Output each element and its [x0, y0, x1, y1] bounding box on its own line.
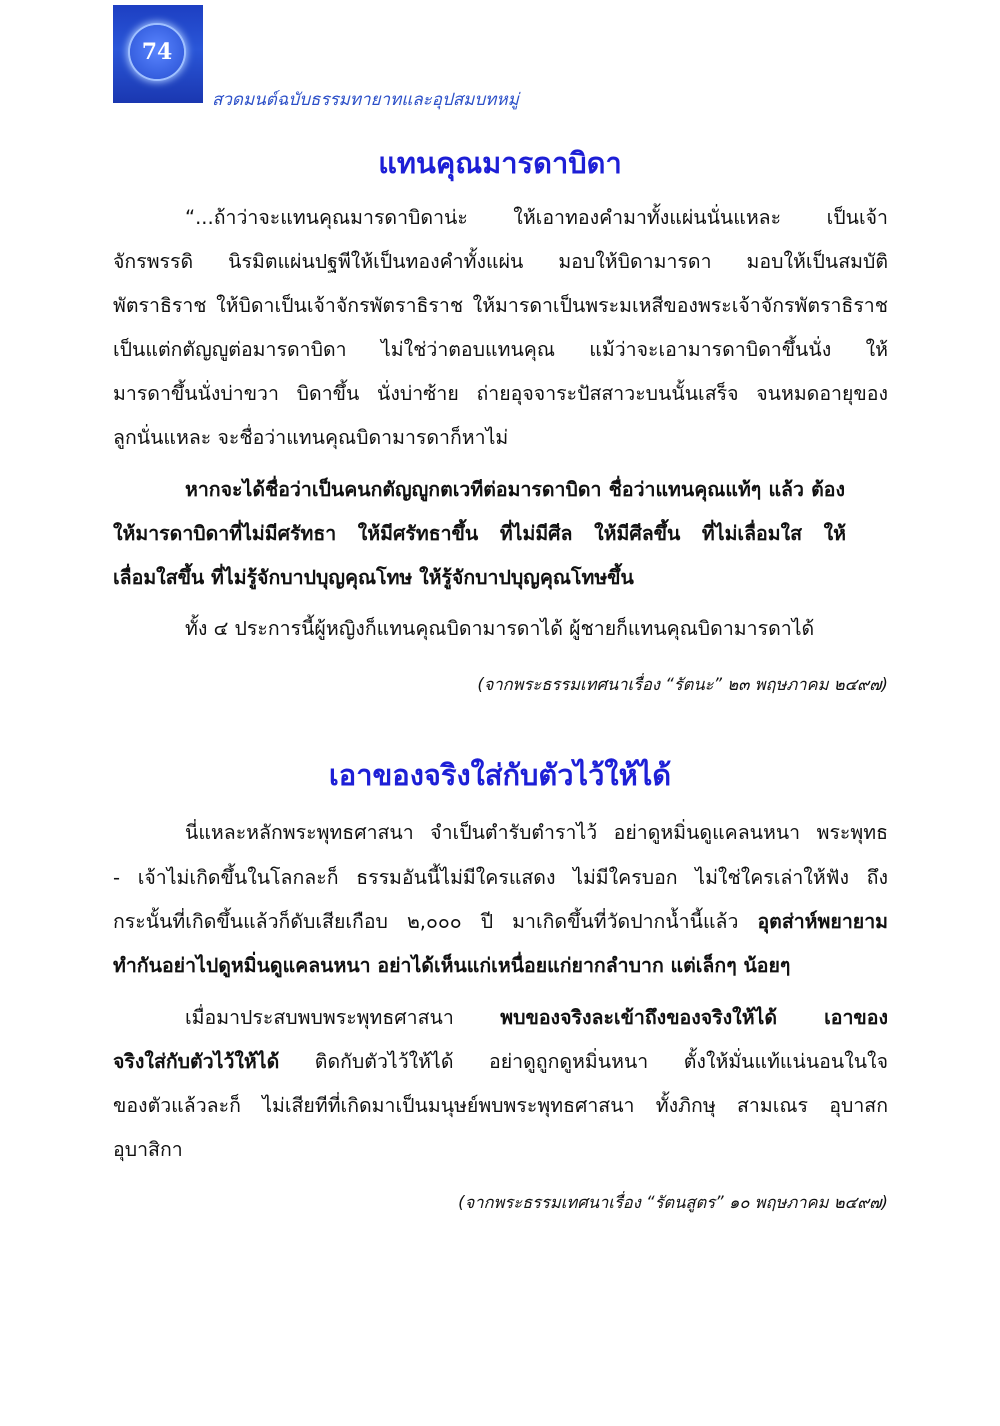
emphasis-text: อุตส่าห์พยายาม	[757, 910, 888, 933]
paragraph-line: มารดาขึ้นนั่งบ่าขวา บิดาขึ้น นั่งบ่าซ้าย ถ่ายอุจจาระปัสสาวะบนนั้นเสร็จ จนหมดอายุของ	[113, 382, 888, 405]
paragraph-line	[113, 907, 888, 937]
section-title-repay-parents: แทนคุณมารดาบิดา	[378, 146, 622, 180]
section-title-real-truth: เอาของจริงใส่กับตัวไว้ให้ได้	[328, 758, 672, 792]
bold-paragraph-line: ทำกันอย่าไปดูหมิ่นดูแคลนหนา อย่าได้เห็นแก่เหนื่อยแก่ยากลำบาก แต่เล็กๆ น้อยๆ	[113, 954, 791, 977]
paragraph-line: จักรพรรดิ นิรมิตแผ่นปฐพีให้เป็นทองคำทั้งแผ่น มอบให้บิดามารดา มอบให้เป็นสมบัติ	[113, 250, 888, 273]
paragraph-line: ลูกนั่นแหละ จะชื่อว่าแทนคุณบิดามารดาก็หาไม่	[113, 426, 509, 449]
paragraph-line: - เจ้าไม่เกิดขึ้นในโลกละก็ ธรรมอันนี้ไม่มีใครแสดง ไม่มีใครบอก ไม่ใช่ใครเล่าให้ฟัง ถึง	[113, 866, 888, 889]
paragraph-line: นี่แหละหลักพระพุทธศาสนา จำเป็นตำรับตำราไว้ อย่าดูหมิ่นดูแคลนหนา พระพุทธ	[185, 821, 888, 844]
paragraph-line	[185, 1003, 888, 1033]
paragraph-line: พัตราธิราช ให้บิดาเป็นเจ้าจักรพัตราธิราช ให้มารดาเป็นพระมเหสีของพระเจ้าจักรพัตราธิราช	[113, 294, 888, 317]
page-number-badge	[113, 5, 203, 103]
page-number: 74	[141, 39, 173, 65]
paragraph-text: กระนั้นที่เกิดขึ้นแล้วก็ดับเสียเกือบ ๒,๐๐๐ ปี มาเกิดขึ้นที่วัดปากน้ำนี้แล้ว	[113, 910, 758, 933]
paragraph-line: อุบาสิกา	[113, 1138, 183, 1161]
source-citation: (จากพระธรรมเทศนาเรื่อง “รัตนะ” ๒๓ พฤษภาคม ๒๔๙๗)	[477, 675, 888, 694]
bold-paragraph-line: ให้มารดาบิดาที่ไม่มีศรัทธา ให้มีศรัทธาขึ้น ที่ไม่มีศีล ให้มีศีลขึ้น ที่ไม่เลื่อมใส ให้	[113, 522, 846, 545]
paragraph-text: ติดกับตัวไว้ให้ได้ อย่าดูถูกดูหมิ่นหนา ตั้งให้มั่นแท้แน่นอนในใจ	[279, 1050, 888, 1073]
paragraph-line: ของตัวแล้วละก็ ไม่เสียทีที่เกิดมาเป็นมนุษย์พบพระพุทธศาสนา ทั้งภิกษุ สามเณร อุบาสก	[113, 1094, 888, 1117]
running-title: สวดมนต์ฉบับธรรมทายาทและอุปสมบทหมู่	[212, 90, 519, 110]
bold-paragraph-line: เลื่อมใสขึ้น ที่ไม่รู้จักบาปบุญคุณโทษ ให้รู้จักบาปบุญคุณโทษขึ้น	[113, 566, 634, 589]
paragraph-line: เป็นแต่กตัญญูต่อมารดาบิดา ไม่ใช่ว่าตอบแทนคุณ แม้ว่าจะเอามารดาบิดาขึ้นนั่ง ให้	[113, 338, 888, 361]
emphasis-text: จริงใส่กับตัวไว้ให้ได้	[113, 1050, 280, 1073]
paragraph-line: ทั้ง ๔ ประการนี้ผู้หญิงก็แทนคุณบิดามารดาได้ ผู้ชายก็แทนคุณบิดามารดาได้	[185, 617, 815, 640]
paragraph-text: เมื่อมาประสบพบพระพุทธศาสนา	[185, 1006, 501, 1029]
paragraph-line: “...ถ้าว่าจะแทนคุณมารดาบิดาน่ะ ให้เอาทองคำมาทั้งแผ่นนั่นแหละ เป็นเจ้า	[185, 206, 888, 229]
source-citation: (จากพระธรรมเทศนาเรื่อง “รัตนสูตร” ๑๐ พฤษภาคม ๒๔๙๗)	[458, 1193, 888, 1212]
paragraph-line	[113, 1047, 888, 1077]
emphasis-text: พบของจริงละเข้าถึงของจริงให้ได้ เอาของ	[500, 1006, 888, 1029]
page-number-circle	[130, 25, 184, 79]
bold-paragraph-line: หากจะได้ชื่อว่าเป็นคนกตัญญูกตเวทีต่อมารดาบิดา ชื่อว่าแทนคุณแท้ๆ แล้ว ต้อง	[185, 478, 845, 501]
